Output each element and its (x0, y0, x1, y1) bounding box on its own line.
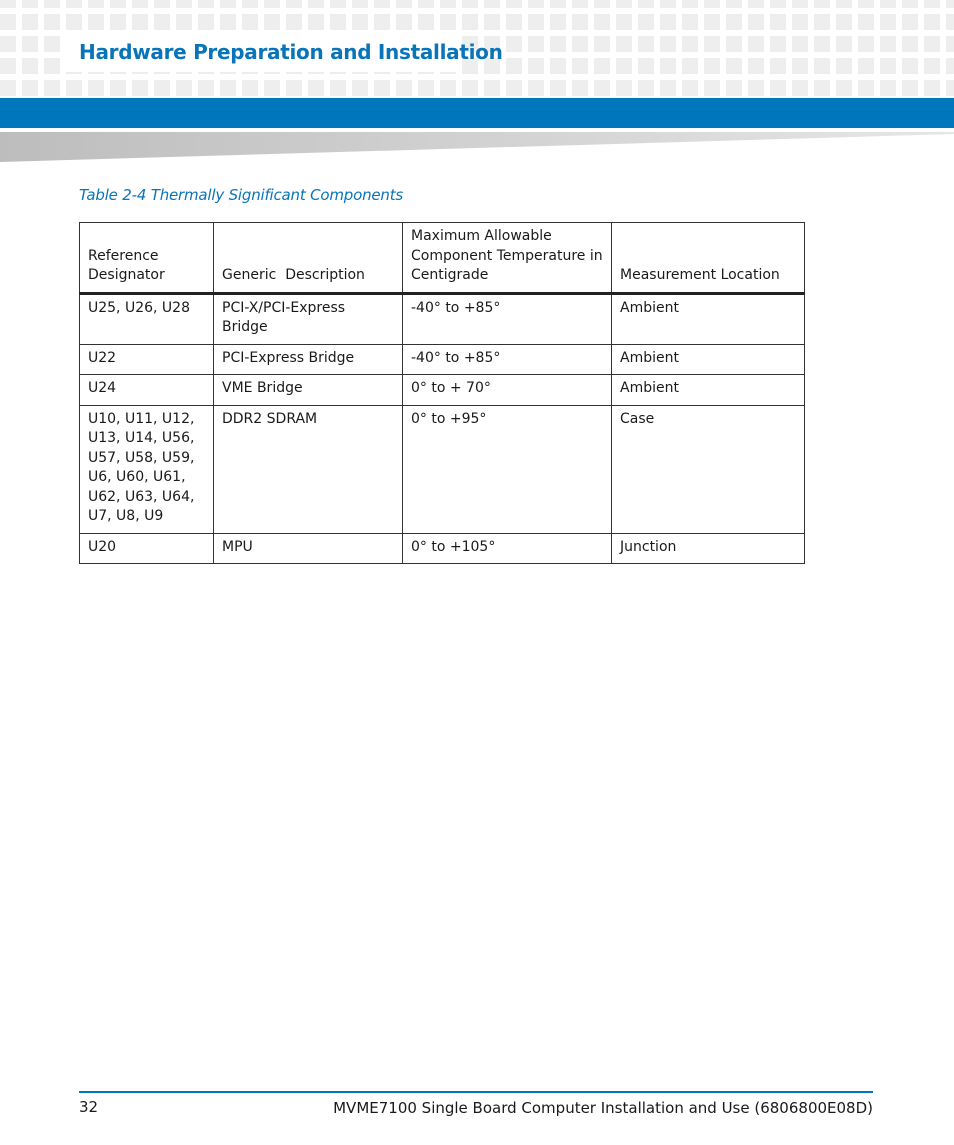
cell-temperature: 0° to + 70° (403, 375, 612, 406)
components-table (79, 222, 805, 564)
table-caption: Table 2-4 Thermally Significant Components (79, 186, 404, 204)
cell-temperature: 0° to +105° (403, 533, 612, 564)
header-max-temperature: Maximum Allowable Component Temperature in Centigrade (403, 223, 612, 294)
cell-location: Ambient (612, 344, 805, 375)
cell-temperature: 0° to +95° (403, 405, 612, 533)
cell-location: Ambient (612, 375, 805, 406)
cell-reference: U22 (80, 344, 214, 375)
header-generic-description: Generic Description (214, 223, 403, 294)
cell-reference: U20 (80, 533, 214, 564)
cell-location: Case (612, 405, 805, 533)
cell-description: MPU (214, 533, 403, 564)
cell-description: PCI-X/PCI-Express Bridge (214, 293, 403, 344)
cell-temperature: -40° to +85° (403, 344, 612, 375)
cell-reference: U24 (80, 375, 214, 406)
table-row (80, 533, 805, 564)
table-header-row (80, 223, 805, 294)
footer-rule (79, 1091, 873, 1093)
cell-temperature: -40° to +85° (403, 293, 612, 344)
cell-description: VME Bridge (214, 375, 403, 406)
cell-location: Ambient (612, 293, 805, 344)
cell-reference: U10, U11, U12, U13, U14, U56, U57, U58, U59, U6, U60, U61, U62, U63, U64, U7, U8, U9 (80, 405, 214, 533)
header-wedge (0, 132, 954, 164)
cell-reference: U25, U26, U28 (80, 293, 214, 344)
cell-location: Junction (612, 533, 805, 564)
document-title: MVME7100 Single Board Computer Installation and Use (6806800E08D) (333, 1099, 873, 1117)
cell-description: PCI-Express Bridge (214, 344, 403, 375)
table-row (80, 293, 805, 344)
table-row (80, 344, 805, 375)
header-measurement-location: Measurement Location (612, 223, 805, 294)
page-number: 32 (79, 1098, 99, 1116)
header-band (0, 98, 954, 128)
cell-description: DDR2 SDRAM (214, 405, 403, 533)
table-row (80, 405, 805, 533)
section-title: Hardware Preparation and Installation (79, 40, 503, 64)
table-row (80, 375, 805, 406)
header-reference-designator: Reference Designator (80, 223, 214, 294)
